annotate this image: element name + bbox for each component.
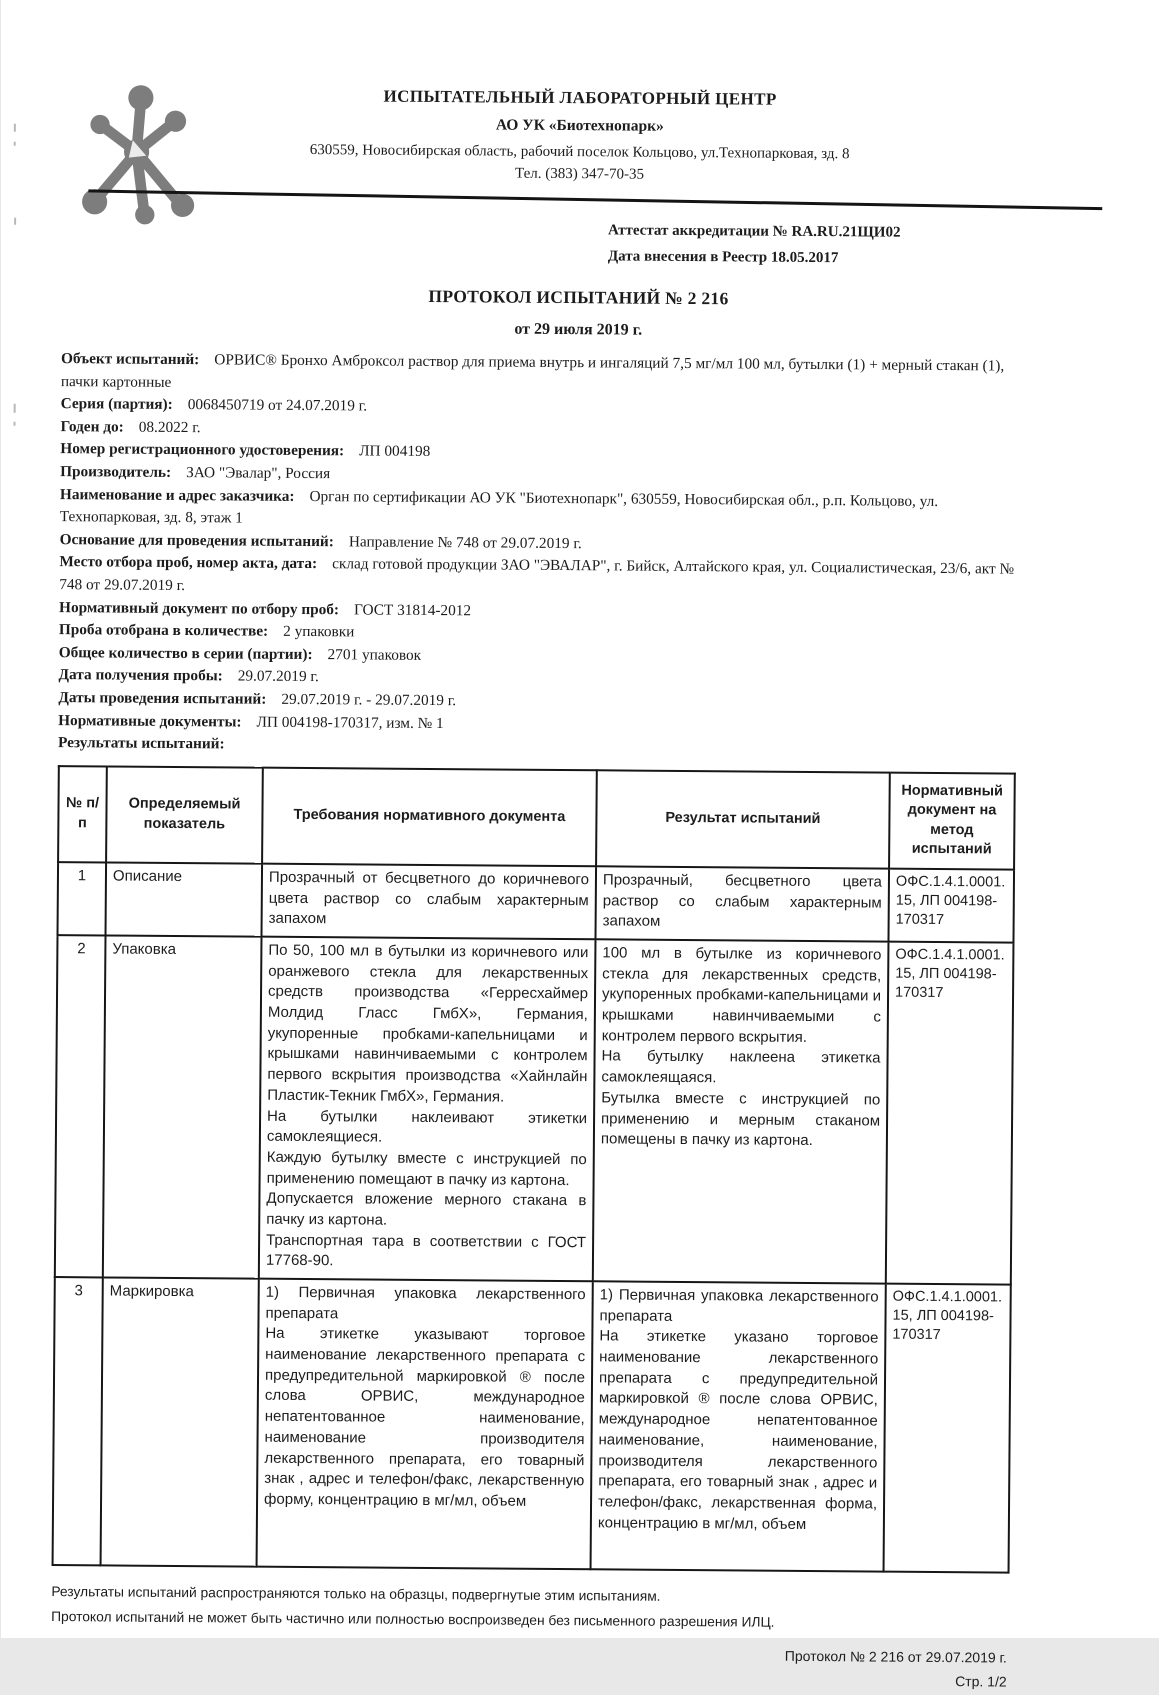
scan-artifact — [13, 404, 15, 413]
method-doc-cell: ОФС.1.4.1.0001.15, ЛП 004198-170317 — [883, 1284, 1010, 1573]
field-label: Нормативный документ по отбору проб: — [59, 599, 339, 618]
field-label: Наименование и адрес заказчика: — [59, 486, 294, 505]
field-value: 2 упаковки — [283, 623, 354, 641]
field-label: Годен до: — [60, 418, 123, 435]
protocol-fields — [57, 348, 1016, 762]
table-row — [52, 1277, 1010, 1572]
field-value: Орган по сертификации АО УК "Биотехнопарк", 630559, Новосибирская обл., р.п. Кольцово, ул. Технопарковая, зд. 8, этаж 1 — [59, 488, 937, 527]
row-number: 3 — [52, 1277, 102, 1565]
field-value: 08.2022 г. — [138, 418, 200, 435]
indicator-cell: Описание — [105, 862, 262, 936]
field-value: 2701 упаковок — [327, 646, 421, 664]
registry-date: Дата внесения в Реестр 18.05.2017 — [607, 244, 1157, 274]
field-value: склад готовой продукции ЗАО "ЭВАЛАР", г. Бийск, Алтайского края, ул. Социалистическая, 23/6, акт № 748 от 29.07.2019 г. — [59, 556, 1014, 594]
header-divider — [88, 189, 1102, 210]
protocol-reference: Протокол № 2 216 от 29.07.2019 г. — [50, 1638, 1006, 1670]
field-label: Результаты испытаний: — [57, 734, 224, 752]
result-cell: 1) Первичная упаковка лекарственного препарата На этикетке указано торговое наименование лекарственного препарата с предупредительной маркировкой ® после слова ОРВИС, международное непатентованное наименование, наименование, производителя лекарственного препарата, его товарный знак , адрес и телефон/факс, лекарственная форма, концентрацию в мг/мл, объем — [590, 1281, 885, 1571]
field-label: Производитель: — [60, 463, 171, 481]
footer-note: Протокол испытаний не может быть частично или полностью воспроизведен без письменного разрешения ИЛЦ. — [51, 1605, 1007, 1637]
field-label: Основание для проведения испытаний: — [59, 531, 333, 550]
org-address: 630559, Новосибирская область, рабочий поселок Кольцово, ул.Технопарковая, зд. 8 — [0, 140, 1158, 166]
field-value: ЛП 004198-170317, изм. № 1 — [256, 713, 443, 731]
col-header-num: № п/п — [58, 766, 107, 863]
org-phone: Тел. (383) 347-70-35 — [0, 162, 1158, 188]
scan-artifact — [14, 218, 16, 225]
row-number: 2 — [54, 935, 105, 1277]
requirement-cell: Прозрачный от бесцветного до коричневого цвета раствор со слабым характерным запахом — [261, 864, 596, 940]
table-header-row — [58, 766, 1015, 870]
field-row — [60, 348, 1016, 401]
indicator-cell: Маркировка — [100, 1277, 258, 1566]
result-cell: 100 мл в бутылке из коричневого стекла для лекарственных средств, укупоренных пробками-капельницами и крышками навинчиваемыми с контролем первого вскрытия. На бутылку наклеена этикетка самоклеящаяся. Бутылка вместе с инструкцией по применению и мерным стаканом помещены в пачку из картона. — [592, 939, 888, 1283]
field-value: 29.07.2019 г. - 29.07.2019 г. — [281, 691, 456, 709]
field-value: Направление № 748 от 29.07.2019 г. — [348, 533, 581, 552]
footer-note: Результаты испытаний распространяются только на образцы, подвергнутые этим испытаниям. — [51, 1580, 1007, 1612]
field-value: 29.07.2019 г. — [237, 668, 318, 686]
field-label: Дата получения пробы: — [58, 666, 222, 684]
results-table — [51, 765, 1015, 1574]
col-header-indicator: Определяемый показатель — [106, 766, 263, 863]
accreditation-block — [607, 218, 1157, 273]
indicator-cell: Упаковка — [102, 935, 261, 1278]
field-label: Проба отобрана в количестве: — [58, 621, 267, 640]
field-value: ЛП 004198 — [359, 443, 430, 461]
requirement-cell: 1) Первичная упаковка лекарственного препарата На этикетке указывают торговое наименование лекарственного препарата с предупредительной маркировкой ® после слова ОРВИС, международное непатентованное наименование, наименование производителя лекарственного препарата, его товарный знак , адрес и телефон/факс, лекарственную форму, концентрацию в мг/мл, объем — [256, 1279, 592, 1570]
protocol-date: от 29 июля 2019 г. — [0, 317, 1157, 344]
method-doc-cell: ОФС.1.4.1.0001.15, ЛП 004198-170317 — [888, 869, 1014, 943]
accreditation-number: Аттестат аккредитации № RA.RU.21ЩИ02 — [607, 218, 1157, 248]
field-value: 0068450719 от 24.07.2019 г. — [187, 396, 366, 414]
molecule-logo-icon — [75, 78, 192, 237]
field-value: ГОСТ 31814-2012 — [354, 601, 471, 619]
col-header-method-doc: Нормативный документ на метод испытаний — [889, 772, 1015, 869]
field-label: Нормативные документы: — [58, 712, 241, 730]
scan-artifact — [13, 142, 15, 146]
method-doc-cell: ОФС.1.4.1.0001.15, ЛП 004198-170317 — [885, 942, 1013, 1285]
field-label: Объект испытаний: — [60, 350, 198, 368]
field-label: Серия (партия): — [60, 395, 172, 413]
document-page — [1, 0, 1159, 1638]
field-value: ОРВИС® Бронхо Амброксол раствор для приема внутрь и ингаляций 7,5 мг/мл 100 мл, бутылки (1) + мерный стакан (1), пачки картонные — [60, 351, 1004, 390]
field-value: ЗАО "Эвалар", Россия — [186, 464, 330, 482]
org-name: ИСПЫТАТЕЛЬНЫЙ ЛАБОРАТОРНЫЙ ЦЕНТР — [1, 84, 1159, 113]
org-subname: АО УК «Биотехнопарк» — [0, 113, 1158, 140]
col-header-result: Результат испытаний — [596, 770, 890, 869]
col-header-requirement: Требования нормативного документа — [262, 767, 597, 866]
field-label: Даты проведения испытаний: — [58, 689, 266, 708]
footer — [50, 1580, 1007, 1694]
requirement-cell: По 50, 100 мл в бутылки из коричневого или оранжевого стекла для лекарственных средств производства «Герресхаймер Молдид Гласс ГмбХ», Германия, укупоренные пробками-капельницами и крышками навинчиваемыми с контролем первого вскрытия производства «Хайнлайн Пластик-Текник ГмбХ», Германия. На бутылки наклеивают этикетки самоклеящиеся. Каждую бутылку вместе с инструкцией по применению помещают в пачку из картона. Допускается вложение мерного стакана в пачку из картона. Транспортная тара в соответствии с ГОСТ 17768-90. — [258, 937, 595, 1282]
scan-artifact — [13, 422, 15, 426]
footer-refs — [50, 1638, 1006, 1695]
field-row — [59, 551, 1015, 604]
table-row — [57, 862, 1014, 943]
scan-artifact — [13, 124, 15, 132]
field-label: Общее количество в серии (партии): — [58, 644, 312, 663]
table-row — [54, 935, 1013, 1284]
page-number: Стр. 1/2 — [50, 1662, 1006, 1694]
result-cell: Прозрачный, бесцветного цвета раствор со слабым характерным запахом — [595, 866, 889, 941]
field-label: Место отбора проб, номер акта, дата: — [59, 553, 317, 572]
row-number: 1 — [57, 862, 106, 935]
field-label: Номер регистрационного удостоверения: — [60, 440, 344, 459]
page-title: ПРОТОКОЛ ИСПЫТАНИЙ № 2 216 — [0, 283, 1157, 313]
field-row — [59, 484, 1015, 537]
